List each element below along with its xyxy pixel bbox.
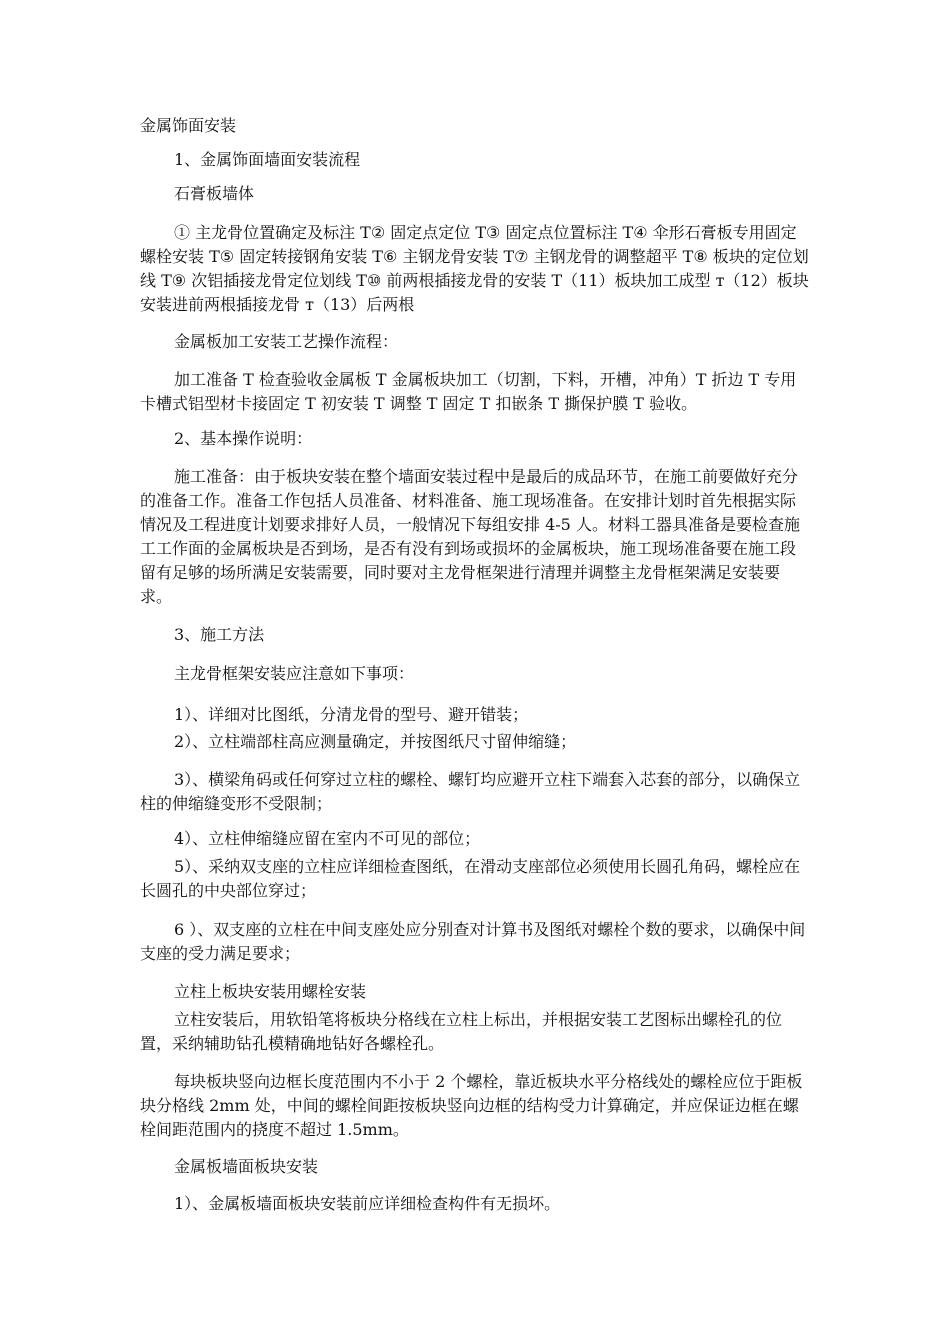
list-item: 4）、立柱伸缩缝应留在室内不可见的部位； [174, 829, 481, 848]
paragraph: ① 主龙骨位置确定及标注 T② 固定点定位 T③ 固定点位置标注 T④ 伞形石膏板专用固定螺栓安装 T⑤ 固定转接钢角安装 T⑥ 主钢龙骨安装 T⑦ 主钢龙骨的调整超平 T⑧ 板块的定位划线 T⑨ 次铝插接龙骨定位划线 T⑩ 前两根插接龙骨的安装 T（11）板块加工成型 т（12）板块安装进前两根插接龙骨 т（13）后两根 [140, 223, 809, 314]
list-item: 1）、详细对比图纸，分清龙骨的型号、避开错装； [174, 705, 529, 724]
document-title: 金属饰面安装 [140, 116, 237, 135]
paragraph: 2、基本操作说明： [174, 429, 313, 448]
list-item: 2）、立柱端部柱高应测量确定，并按图纸尺寸留伸缩缝； [174, 732, 577, 751]
paragraph: 1、金属饰面墙面安装流程 [174, 150, 361, 169]
paragraph: 3、施工方法 [174, 625, 265, 644]
list-item: 3）、横梁角码或任何穿过立柱的螺栓、螺钉均应避开立柱下端套入芯套的部分，以确保立柱的伸缩缝变形不受限制； [140, 770, 801, 813]
list-item: 5）、采纳双支座的立柱应详细检查图纸，在滑动支座部位必须使用长圆孔角码，螺栓应在长圆孔的中央部位穿过； [140, 857, 801, 900]
list-item: 6 ）、双支座的立柱在中间支座处应分别查对计算书及图纸对螺栓个数的要求，以确保中间支座的受力满足要求； [140, 920, 806, 963]
paragraph: 金属板墙面板块安装 [174, 1157, 319, 1176]
paragraph: 石膏板墙体 [174, 184, 255, 203]
paragraph: 立柱安装后，用软铅笔将板块分格线在立柱上标出，并根据安装工艺图标出螺栓孔的位置，采纳辅助钻孔模精确地钻好各螺栓孔。 [140, 1010, 783, 1053]
paragraph: 金属板加工安装工艺操作流程： [174, 332, 399, 351]
paragraph: 每块板块竖向边框长度范围内不小于 2 个螺栓，靠近板块水平分格线处的螺栓应位于距板块分格线 2mm 处，中间的螺栓间距按板块竖向边框的结构受力计算确定，并应保证边框在螺栓间距范围内的挠度不超过 1.5mm。 [140, 1072, 803, 1139]
paragraph: 施工准备：由于板块安装在整个墙面安装过程中是最后的成品环节，在施工前要做好充分的准备工作。准备工作包括人员准备、材料准备、施工现场准备。在安排计划时首先根据实际情况及工程进度计划要求排好人员，一般情况下每组安排 4-5 人。材料工器具准备是要检查施工工作面的金属板块是否到场，是否有没有到场或损坏的金属板块，施工现场准备要在施工段留有足够的场所满足安装需要，同时要对主龙骨框架进行清理并调整主龙骨框架满足安装要求。 [140, 467, 800, 606]
list-item: 1）、金属板墙面板块安装前应详细检查构件有无损坏。 [174, 1194, 561, 1213]
paragraph: 主龙骨框架安装应注意如下事项： [174, 664, 415, 683]
paragraph: 立柱上板块安装用螺栓安装 [174, 982, 367, 1001]
paragraph: 加工准备 T 检查验收金属板 T 金属板块加工（切割，下料，开槽，冲角）T 折边 T 专用卡槽式铝型材卡接固定 T 初安装 T 调整 T 固定 T 扣嵌条 T 撕保护膜 T 验收。 [140, 370, 797, 413]
